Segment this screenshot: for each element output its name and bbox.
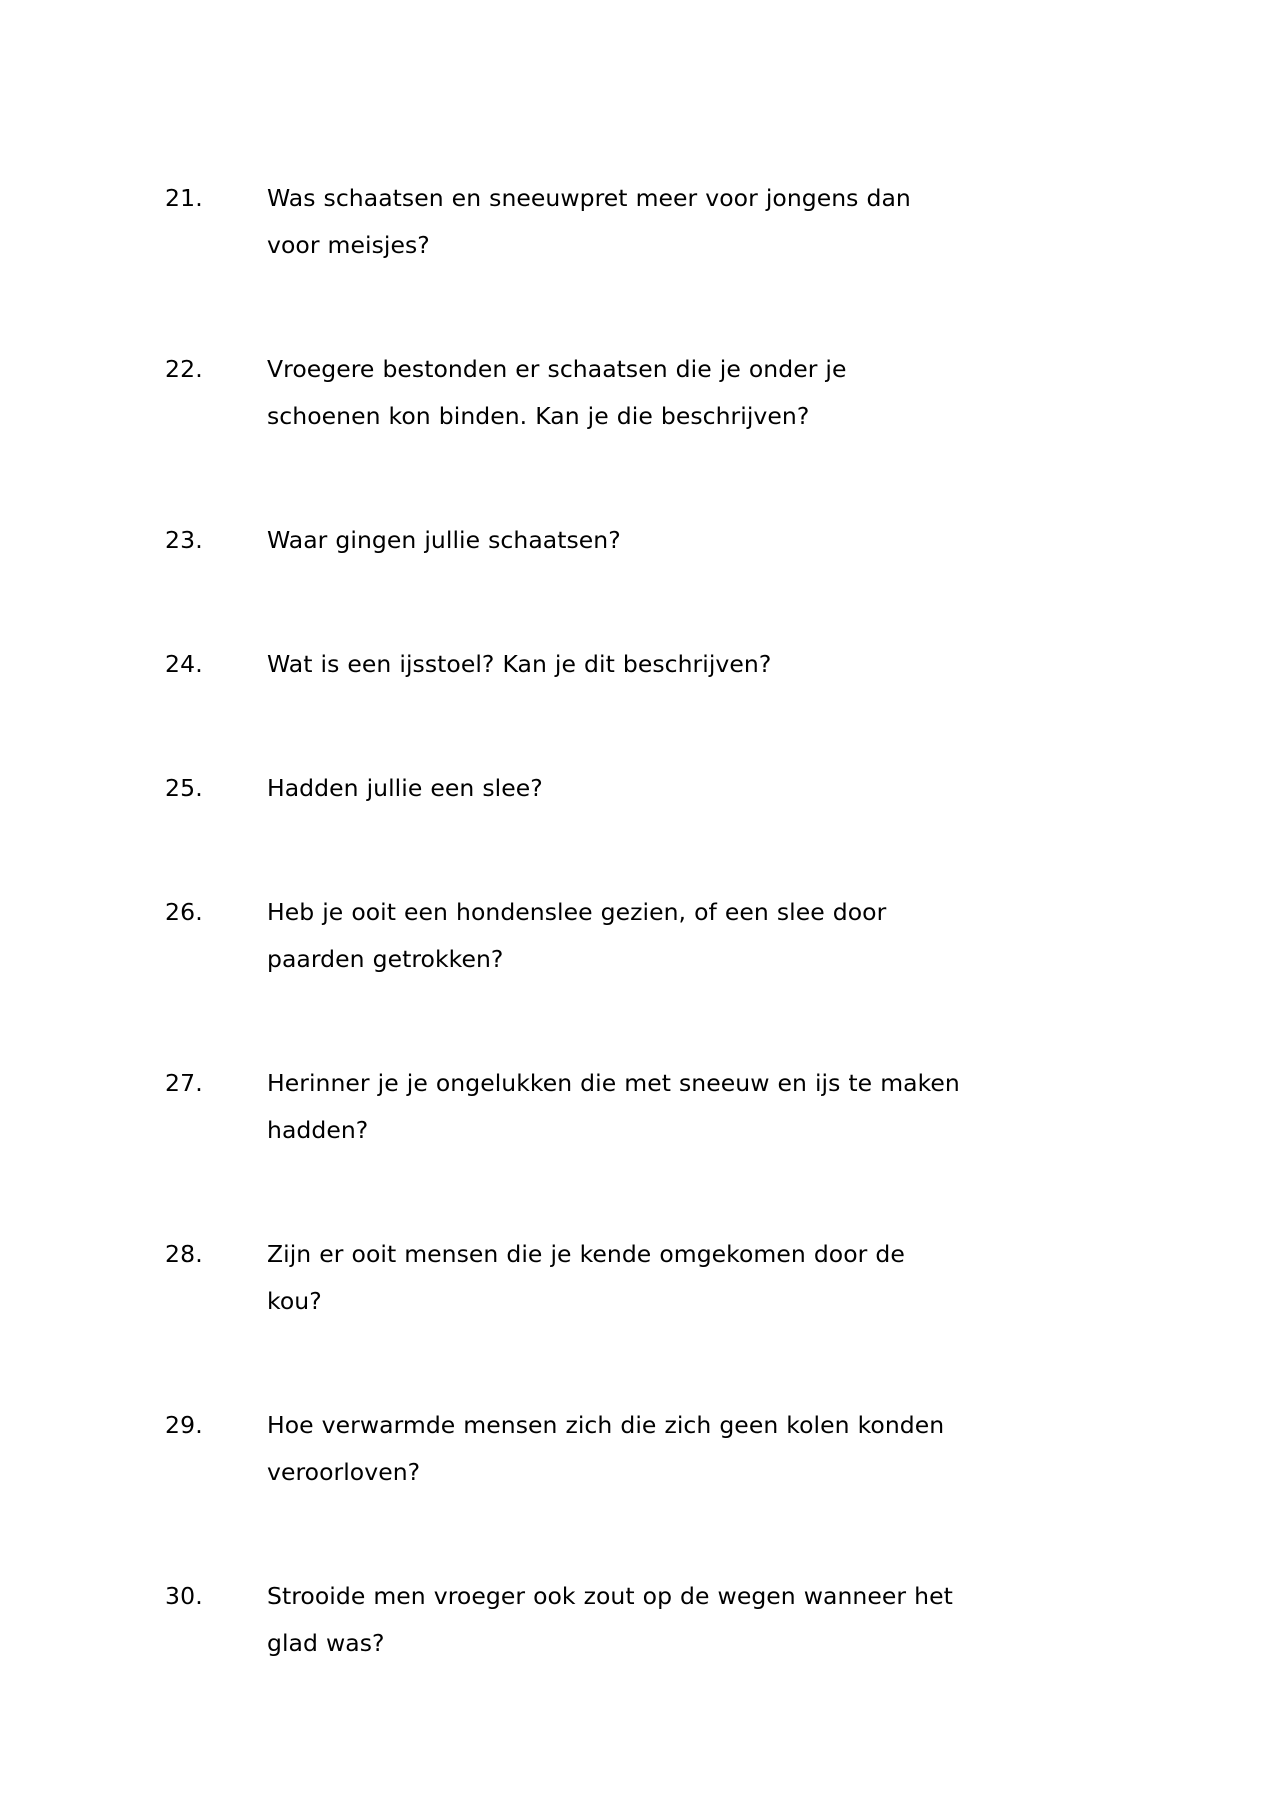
question-item bbox=[165, 1060, 1090, 1154]
question-item bbox=[165, 1573, 1090, 1667]
question-text: Zijn er ooit mensen die je kende omgekomen door de kou? bbox=[267, 1240, 905, 1315]
question-number: 24. bbox=[165, 650, 203, 678]
question-item bbox=[165, 1402, 1090, 1496]
question-list bbox=[165, 175, 1090, 1667]
question-number: 29. bbox=[165, 1411, 203, 1439]
question-number: 26. bbox=[165, 898, 203, 926]
question-text: Was schaatsen en sneeuwpret meer voor jongens dan voor meisjes? bbox=[267, 184, 911, 259]
question-number: 21. bbox=[165, 184, 203, 212]
question-item bbox=[165, 175, 1090, 269]
question-text: Heb je ooit een hondenslee gezien, of een slee door paarden getrokken? bbox=[267, 898, 887, 973]
question-number: 23. bbox=[165, 526, 203, 554]
question-number: 30. bbox=[165, 1582, 203, 1610]
question-item bbox=[165, 765, 1090, 812]
question-item bbox=[165, 889, 1090, 983]
question-number: 27. bbox=[165, 1069, 203, 1097]
question-text: Herinner je je ongelukken die met sneeuw en ijs te maken hadden? bbox=[267, 1069, 960, 1144]
question-text: Waar gingen jullie schaatsen? bbox=[267, 526, 621, 554]
question-text: Hoe verwarmde mensen zich die zich geen kolen konden veroorloven? bbox=[267, 1411, 945, 1486]
question-item bbox=[165, 346, 1090, 440]
question-item bbox=[165, 517, 1090, 564]
question-text: Hadden jullie een slee? bbox=[267, 774, 543, 802]
question-number: 25. bbox=[165, 774, 203, 802]
question-number: 22. bbox=[165, 355, 203, 383]
question-item bbox=[165, 641, 1090, 688]
question-text: Vroegere bestonden er schaatsen die je onder je schoenen kon binden. Kan je die beschrijven? bbox=[267, 355, 847, 430]
question-item bbox=[165, 1231, 1090, 1325]
question-text: Wat is een ijsstoel? Kan je dit beschrijven? bbox=[267, 650, 772, 678]
question-text: Strooide men vroeger ook zout op de wegen wanneer het glad was? bbox=[267, 1582, 953, 1657]
question-number: 28. bbox=[165, 1240, 203, 1268]
